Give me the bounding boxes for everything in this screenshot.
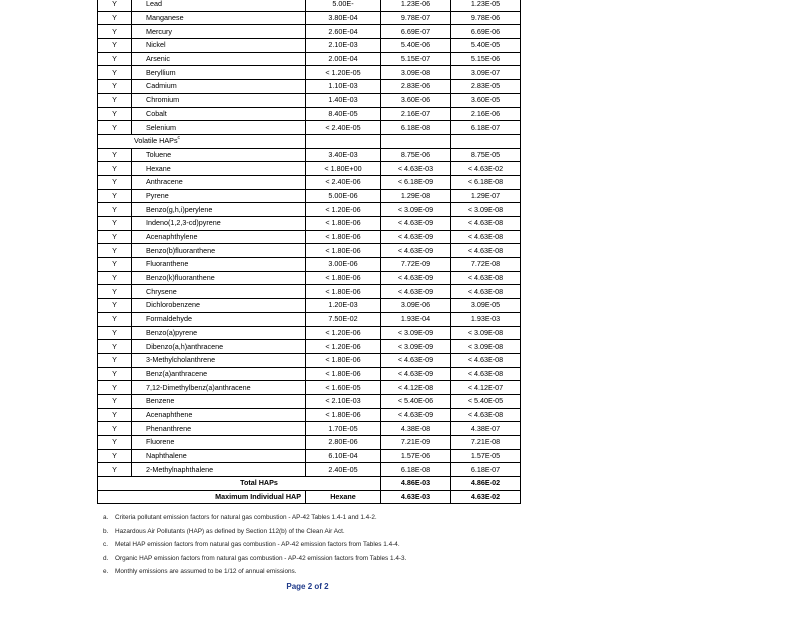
table-row bbox=[98, 148, 521, 162]
emission-tpy: 1.23E-05 bbox=[451, 0, 521, 11]
emission-tpy: 3.60E-05 bbox=[451, 93, 521, 107]
pollutant-name: Fluoranthene bbox=[132, 258, 306, 272]
emission-tpy: 1.93E-03 bbox=[451, 312, 521, 326]
emission-tpy: 4.38E-07 bbox=[451, 422, 521, 436]
pollutant-name: Formaldehyde bbox=[132, 312, 306, 326]
totals-section bbox=[98, 477, 521, 504]
table-row bbox=[98, 107, 521, 121]
emission-lbhr: 1.23E-06 bbox=[381, 0, 451, 11]
footnote bbox=[103, 552, 406, 566]
table-row bbox=[98, 52, 521, 66]
pollutant-name: Lead bbox=[132, 0, 306, 11]
emission-factor: < 1.80E-06 bbox=[306, 367, 381, 381]
emission-lbhr: 7.21E-09 bbox=[381, 436, 451, 450]
emission-tpy: 6.69E-06 bbox=[451, 25, 521, 39]
table-row bbox=[98, 422, 521, 436]
emission-tpy: < 5.40E-05 bbox=[451, 394, 521, 408]
pollutant-name: Benzo(b)fluoranthene bbox=[132, 244, 306, 258]
hap-flag: Y bbox=[98, 175, 132, 189]
emission-factor: 5.00E-06 bbox=[306, 189, 381, 203]
emission-factor: 3.00E-06 bbox=[306, 258, 381, 272]
hap-flag: Y bbox=[98, 340, 132, 354]
table-row bbox=[98, 93, 521, 107]
hap-flag: Y bbox=[98, 107, 132, 121]
pollutant-name: Benzo(a)pyrene bbox=[132, 326, 306, 340]
emission-factor: 7.50E-02 bbox=[306, 312, 381, 326]
table-row bbox=[98, 121, 521, 135]
table-row bbox=[98, 271, 521, 285]
pollutant-name: 3-Methylcholanthrene bbox=[132, 353, 306, 367]
table-row bbox=[98, 436, 521, 450]
footnote-marker: b. bbox=[103, 527, 109, 535]
table-row bbox=[98, 11, 521, 25]
pollutant-name: Dichlorobenzene bbox=[132, 299, 306, 313]
emission-lbhr: < 3.09E-09 bbox=[381, 340, 451, 354]
emission-lbhr: < 6.18E-09 bbox=[381, 175, 451, 189]
emission-tpy: 2.83E-05 bbox=[451, 80, 521, 94]
emission-tpy: 1.29E-07 bbox=[451, 189, 521, 203]
emission-lbhr: 2.16E-07 bbox=[381, 107, 451, 121]
hap-flag: Y bbox=[98, 189, 132, 203]
table-row bbox=[98, 217, 521, 231]
footnote-text: Criteria pollutant emission factors for natural gas combustion - AP-42 Tables 1.4-1 and 1.4-2. bbox=[115, 514, 377, 521]
table-row bbox=[98, 340, 521, 354]
emission-factor: < 1.80E-06 bbox=[306, 217, 381, 231]
table-row bbox=[98, 326, 521, 340]
table-row bbox=[98, 39, 521, 53]
hap-emissions-table bbox=[97, 0, 521, 504]
hap-flag: Y bbox=[98, 162, 132, 176]
footnote-marker: d. bbox=[103, 554, 109, 562]
emission-factor: < 1.60E-05 bbox=[306, 381, 381, 395]
emission-lbhr: 5.40E-06 bbox=[381, 39, 451, 53]
emission-tpy: 6.18E-07 bbox=[451, 121, 521, 135]
emission-lbhr: < 4.12E-08 bbox=[381, 381, 451, 395]
table-row bbox=[98, 230, 521, 244]
emission-lbhr: < 4.63E-03 bbox=[381, 162, 451, 176]
emission-factor: 2.40E-05 bbox=[306, 463, 381, 477]
footnote bbox=[103, 538, 406, 552]
hap-flag: Y bbox=[98, 11, 132, 25]
emission-lbhr: 4.38E-08 bbox=[381, 422, 451, 436]
emission-factor: 5.00E- bbox=[306, 0, 381, 11]
emission-lbhr: 8.75E-06 bbox=[381, 148, 451, 162]
emission-factor: < 2.40E-05 bbox=[306, 121, 381, 135]
pollutant-name: Selenium bbox=[132, 121, 306, 135]
emission-lbhr: 3.09E-08 bbox=[381, 66, 451, 80]
emission-factor: < 1.80E-06 bbox=[306, 230, 381, 244]
pollutant-name: Fluorene bbox=[132, 436, 306, 450]
emission-factor: < 1.80E-06 bbox=[306, 285, 381, 299]
emission-factor: 6.10E-04 bbox=[306, 449, 381, 463]
emission-lbhr: < 4.63E-09 bbox=[381, 367, 451, 381]
emission-lbhr: < 4.63E-09 bbox=[381, 217, 451, 231]
pollutant-name: Nickel bbox=[132, 39, 306, 53]
max-hap-row bbox=[98, 490, 521, 504]
emission-factor: < 1.80E-06 bbox=[306, 408, 381, 422]
emission-lbhr: < 4.63E-09 bbox=[381, 244, 451, 258]
emission-tpy: 1.57E-05 bbox=[451, 449, 521, 463]
footnote bbox=[103, 525, 406, 539]
emission-tpy: < 4.63E-08 bbox=[451, 271, 521, 285]
emission-factor: < 1.80E-06 bbox=[306, 244, 381, 258]
table-row bbox=[98, 285, 521, 299]
hap-flag: Y bbox=[98, 436, 132, 450]
hap-flag: Y bbox=[98, 449, 132, 463]
emission-tpy: < 4.63E-08 bbox=[451, 408, 521, 422]
table-row bbox=[98, 203, 521, 217]
pollutant-name: Beryllium bbox=[132, 66, 306, 80]
pollutant-name: Benzo(g,h,i)perylene bbox=[132, 203, 306, 217]
total-haps-row bbox=[98, 477, 521, 491]
emission-factor: 8.40E-05 bbox=[306, 107, 381, 121]
pollutant-name: Indeno(1,2,3-cd)pyrene bbox=[132, 217, 306, 231]
hap-flag: Y bbox=[98, 244, 132, 258]
hap-flag: Y bbox=[98, 121, 132, 135]
emission-tpy: 5.40E-05 bbox=[451, 39, 521, 53]
emission-factor: < 1.20E-06 bbox=[306, 340, 381, 354]
table-row bbox=[98, 408, 521, 422]
page-number: Page 2 of 2 bbox=[286, 582, 329, 591]
emission-tpy: < 3.09E-08 bbox=[451, 340, 521, 354]
emission-tpy: 7.21E-08 bbox=[451, 436, 521, 450]
hap-flag: Y bbox=[98, 463, 132, 477]
pollutant-name: Hexane bbox=[132, 162, 306, 176]
emission-factor: 2.00E-04 bbox=[306, 52, 381, 66]
emission-tpy: 6.18E-07 bbox=[451, 463, 521, 477]
emission-factor: < 1.80E-06 bbox=[306, 353, 381, 367]
emission-tpy: < 4.63E-08 bbox=[451, 285, 521, 299]
pollutant-name: Acenaphthene bbox=[132, 408, 306, 422]
emission-tpy: 7.72E-08 bbox=[451, 258, 521, 272]
emission-lbhr: 7.72E-09 bbox=[381, 258, 451, 272]
emission-lbhr: 2.83E-06 bbox=[381, 80, 451, 94]
emission-lbhr: 3.60E-06 bbox=[381, 93, 451, 107]
emission-factor: 2.10E-03 bbox=[306, 39, 381, 53]
footnote-text: Metal HAP emission factors from natural gas combustion - AP-42 emission factors from Tables 1.4-4. bbox=[115, 541, 400, 548]
metal-haps-section bbox=[98, 0, 521, 134]
emission-factor: 2.60E-04 bbox=[306, 25, 381, 39]
emission-lbhr: < 4.63E-09 bbox=[381, 230, 451, 244]
max-hap-lbhr: 4.63E-03 bbox=[381, 490, 451, 504]
pollutant-name: Acenaphthylene bbox=[132, 230, 306, 244]
emission-tpy: < 6.18E-08 bbox=[451, 175, 521, 189]
emission-tpy: < 3.09E-08 bbox=[451, 326, 521, 340]
hap-flag: Y bbox=[98, 285, 132, 299]
emission-tpy: 2.16E-06 bbox=[451, 107, 521, 121]
pollutant-name: Mercury bbox=[132, 25, 306, 39]
footnote-text: Monthly emissions are assumed to be 1/12 of annual emissions. bbox=[115, 568, 297, 575]
emission-lbhr: 5.15E-07 bbox=[381, 52, 451, 66]
total-haps-lbhr: 4.86E-03 bbox=[381, 477, 451, 491]
table-row bbox=[98, 353, 521, 367]
table-row bbox=[98, 189, 521, 203]
pollutant-name: Cobalt bbox=[132, 107, 306, 121]
hap-flag: Y bbox=[98, 312, 132, 326]
pollutant-name: Chrysene bbox=[132, 285, 306, 299]
total-haps-tpy: 4.86E-02 bbox=[451, 477, 521, 491]
footnote-marker: c. bbox=[103, 541, 108, 548]
emission-lbhr: 6.18E-08 bbox=[381, 121, 451, 135]
hap-flag: Y bbox=[98, 203, 132, 217]
section-header-row bbox=[98, 134, 521, 148]
emission-factor: < 1.20E-06 bbox=[306, 326, 381, 340]
pollutant-name: 7,12-Dimethylbenz(a)anthracene bbox=[132, 381, 306, 395]
table-row bbox=[98, 25, 521, 39]
table-row bbox=[98, 175, 521, 189]
pollutant-name: Toluene bbox=[132, 148, 306, 162]
table-row bbox=[98, 162, 521, 176]
hap-flag: Y bbox=[98, 66, 132, 80]
emission-lbhr: < 4.63E-09 bbox=[381, 408, 451, 422]
emission-tpy: 9.78E-06 bbox=[451, 11, 521, 25]
emission-lbhr: 9.78E-07 bbox=[381, 11, 451, 25]
volatile-haps-header bbox=[98, 134, 521, 148]
emission-factor: 1.40E-03 bbox=[306, 93, 381, 107]
pollutant-name: Benzo(k)fluoranthene bbox=[132, 271, 306, 285]
hap-flag: Y bbox=[98, 367, 132, 381]
emission-factor: 1.70E-05 bbox=[306, 422, 381, 436]
pollutant-name: Chromium bbox=[132, 93, 306, 107]
emission-factor: 1.10E-03 bbox=[306, 80, 381, 94]
emission-tpy: < 4.63E-08 bbox=[451, 353, 521, 367]
hap-flag: Y bbox=[98, 394, 132, 408]
emission-lbhr: 1.29E-08 bbox=[381, 189, 451, 203]
hap-flag: Y bbox=[98, 0, 132, 11]
emission-lbhr: < 4.63E-09 bbox=[381, 353, 451, 367]
footnotes bbox=[103, 511, 406, 579]
table-row bbox=[98, 258, 521, 272]
emission-lbhr: 6.18E-08 bbox=[381, 463, 451, 477]
pollutant-name: 2-Methylnaphthalene bbox=[132, 463, 306, 477]
hap-flag: Y bbox=[98, 271, 132, 285]
emission-tpy: < 4.12E-07 bbox=[451, 381, 521, 395]
table-row bbox=[98, 244, 521, 258]
emission-tpy: 3.09E-05 bbox=[451, 299, 521, 313]
hap-flag: Y bbox=[98, 25, 132, 39]
pollutant-name: Cadmium bbox=[132, 80, 306, 94]
hap-flag: Y bbox=[98, 299, 132, 313]
table-row bbox=[98, 449, 521, 463]
pollutant-name: Anthracene bbox=[132, 175, 306, 189]
table-row bbox=[98, 299, 521, 313]
pollutant-name: Pyrene bbox=[132, 189, 306, 203]
emission-tpy: 5.15E-06 bbox=[451, 52, 521, 66]
emission-factor: < 1.80E+00 bbox=[306, 162, 381, 176]
emission-tpy: < 4.63E-08 bbox=[451, 230, 521, 244]
emission-lbhr: < 3.09E-09 bbox=[381, 203, 451, 217]
footnote-text: Hazardous Air Pollutants (HAP) as defined by Section 112(b) of the Clean Air Act. bbox=[115, 527, 345, 535]
table-row bbox=[98, 66, 521, 80]
max-hap-label: Maximum Individual HAP bbox=[98, 490, 306, 504]
emission-tpy: 8.75E-05 bbox=[451, 148, 521, 162]
table-row bbox=[98, 463, 521, 477]
emission-factor: 2.80E-06 bbox=[306, 436, 381, 450]
hap-flag: Y bbox=[98, 93, 132, 107]
emission-factor: < 1.80E-06 bbox=[306, 271, 381, 285]
hap-flag: Y bbox=[98, 39, 132, 53]
emission-lbhr: 1.93E-04 bbox=[381, 312, 451, 326]
emission-factor: 3.40E-03 bbox=[306, 148, 381, 162]
volatile-haps-section bbox=[98, 148, 521, 477]
emission-tpy: 3.09E-07 bbox=[451, 66, 521, 80]
table-row bbox=[98, 381, 521, 395]
emission-factor: 3.80E-04 bbox=[306, 11, 381, 25]
emission-lbhr: < 5.40E-06 bbox=[381, 394, 451, 408]
hap-flag: Y bbox=[98, 230, 132, 244]
hap-flag: Y bbox=[98, 422, 132, 436]
footnote-marker: e. bbox=[103, 568, 109, 575]
emission-tpy: < 4.63E-08 bbox=[451, 217, 521, 231]
emission-lbhr: < 4.63E-09 bbox=[381, 271, 451, 285]
hap-flag: Y bbox=[98, 258, 132, 272]
hap-flag: Y bbox=[98, 52, 132, 66]
footnote-text: Organic HAP emission factors from natural gas combustion - AP-42 emission factors from Tables 1.4-3. bbox=[115, 554, 407, 562]
footnote-marker: a. bbox=[103, 514, 109, 521]
footnote bbox=[103, 565, 406, 579]
hap-flag: Y bbox=[98, 148, 132, 162]
table-row bbox=[98, 312, 521, 326]
emission-tpy: < 3.09E-08 bbox=[451, 203, 521, 217]
emission-tpy: < 4.63E-08 bbox=[451, 367, 521, 381]
hap-flag: Y bbox=[98, 353, 132, 367]
emission-factor: < 1.20E-05 bbox=[306, 66, 381, 80]
footnote bbox=[103, 511, 406, 525]
volatile-haps-label: Volatile HAPs$^c$ bbox=[98, 134, 306, 148]
pollutant-name: Benz(a)anthracene bbox=[132, 367, 306, 381]
emission-lbhr: 1.57E-06 bbox=[381, 449, 451, 463]
emission-lbhr: 3.09E-06 bbox=[381, 299, 451, 313]
hap-flag: Y bbox=[98, 326, 132, 340]
max-hap-tpy: 4.63E-02 bbox=[451, 490, 521, 504]
pollutant-name: Dibenzo(a,h)anthracene bbox=[132, 340, 306, 354]
emission-lbhr: < 4.63E-09 bbox=[381, 285, 451, 299]
table-row bbox=[98, 394, 521, 408]
table-row bbox=[98, 80, 521, 94]
pollutant-name: Arsenic bbox=[132, 52, 306, 66]
emission-factor: 1.20E-03 bbox=[306, 299, 381, 313]
emission-lbhr: < 3.09E-09 bbox=[381, 326, 451, 340]
max-hap-name: Hexane bbox=[306, 490, 381, 504]
emission-factor: < 1.20E-06 bbox=[306, 203, 381, 217]
hap-flag: Y bbox=[98, 381, 132, 395]
pollutant-name: Naphthalene bbox=[132, 449, 306, 463]
emission-lbhr: 6.69E-07 bbox=[381, 25, 451, 39]
hap-flag: Y bbox=[98, 217, 132, 231]
pollutant-name: Benzene bbox=[132, 394, 306, 408]
pollutant-name: Phenanthrene bbox=[132, 422, 306, 436]
emission-factor: < 2.10E-03 bbox=[306, 394, 381, 408]
emission-factor: < 2.40E-06 bbox=[306, 175, 381, 189]
hap-flag: Y bbox=[98, 408, 132, 422]
hap-flag: Y bbox=[98, 80, 132, 94]
table-row bbox=[98, 367, 521, 381]
pollutant-name: Manganese bbox=[132, 11, 306, 25]
emission-tpy: < 4.63E-08 bbox=[451, 244, 521, 258]
table-row bbox=[98, 0, 521, 11]
emission-tpy: < 4.63E-02 bbox=[451, 162, 521, 176]
total-haps-label: Total HAPs bbox=[98, 477, 381, 491]
